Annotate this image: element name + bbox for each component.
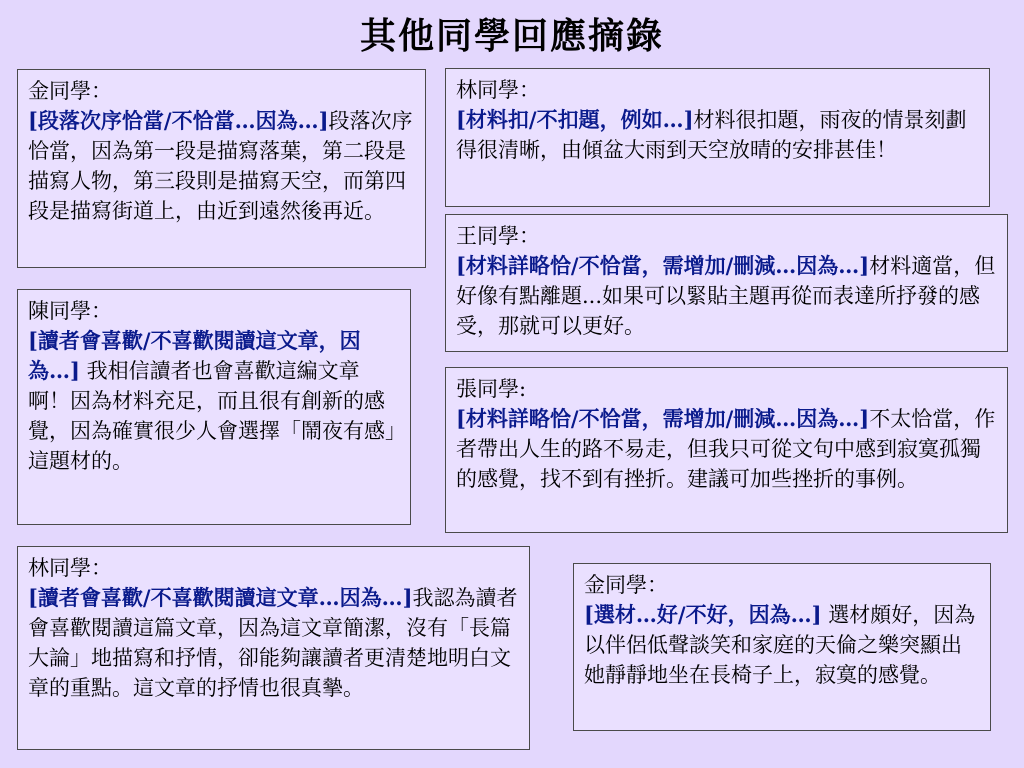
response-text: 不太恰當，作者帶出人生的路不易走，但我只可從文句中感到寂寞孤獨的感覺，找不到有挫折。建議可加些挫折的事例。	[456, 407, 996, 491]
response-prompt: [材料扣/不扣題，例如…]	[456, 107, 694, 132]
response-text: 我認為讀者會喜歡閱讀這篇文章，因為這文章簡潔，沒有「長篇大論」地描寫和抒情，卻能夠讓讀者更清楚地明白文章的重點。這文章的抒情也很真摰。	[28, 586, 518, 700]
response-card-wong	[445, 214, 1008, 352]
student-name: 金同學：	[28, 79, 112, 103]
response-prompt: [材料詳略恰/不恰當，需增加/刪減…因為…]	[456, 253, 870, 278]
response-card-kam-1	[17, 69, 426, 268]
response-text: 段落次序恰當，因為第一段是描寫落葉，第二段是描寫人物，第三段則是描寫天空，而第四段是描寫街道上，由近到遠然後再近。	[28, 109, 413, 223]
response-prompt: [段落次序恰當/不恰當…因為…]	[28, 108, 329, 133]
response-card-cheung	[445, 367, 1008, 533]
page-title: 其他同學回應摘錄	[359, 15, 664, 57]
response-card-kam-2	[573, 563, 991, 731]
student-name: 林同學：	[28, 556, 112, 580]
response-text: 選材頗好，因為以伴侶低聲談笑和家庭的天倫之樂突顯出她靜靜地坐在長椅子上，寂寞的感覺。	[584, 603, 976, 687]
response-prompt: [材料詳略恰/不恰當，需增加/刪減…因為…]	[456, 406, 870, 431]
response-card-chan	[17, 289, 411, 525]
response-prompt: [選材…好/不好，因為…]	[584, 602, 822, 627]
student-name: 王同學：	[456, 224, 540, 248]
response-text: 我相信讀者也會喜歡這編文章啊！因為材料充足，而且很有創新的感覺，因為確實很少人會選擇「鬧夜有感」這題材的。	[28, 359, 396, 473]
student-name: 陳同學：	[28, 299, 112, 323]
response-card-lam-2	[17, 546, 530, 750]
response-card-lam-1	[445, 68, 990, 207]
response-text: 材料很扣題，雨夜的情景刻劃得很清晰，由傾盆大雨到天空放晴的安排甚佳！	[456, 108, 967, 162]
student-name: 林同學：	[456, 78, 540, 102]
response-text: 材料適當，但好像有點離題...如果可以緊貼主題再從而表達所抒發的感受，那就可以更好。	[456, 254, 996, 338]
student-name: 張同學:	[456, 377, 527, 401]
student-name: 金同學：	[584, 573, 668, 597]
response-prompt: [讀者會喜歡/不喜歡閱讀這文章…因為…]	[28, 585, 413, 610]
response-prompt: [讀者會喜歡/不喜歡閱讀這文章，因為…]	[28, 328, 361, 383]
